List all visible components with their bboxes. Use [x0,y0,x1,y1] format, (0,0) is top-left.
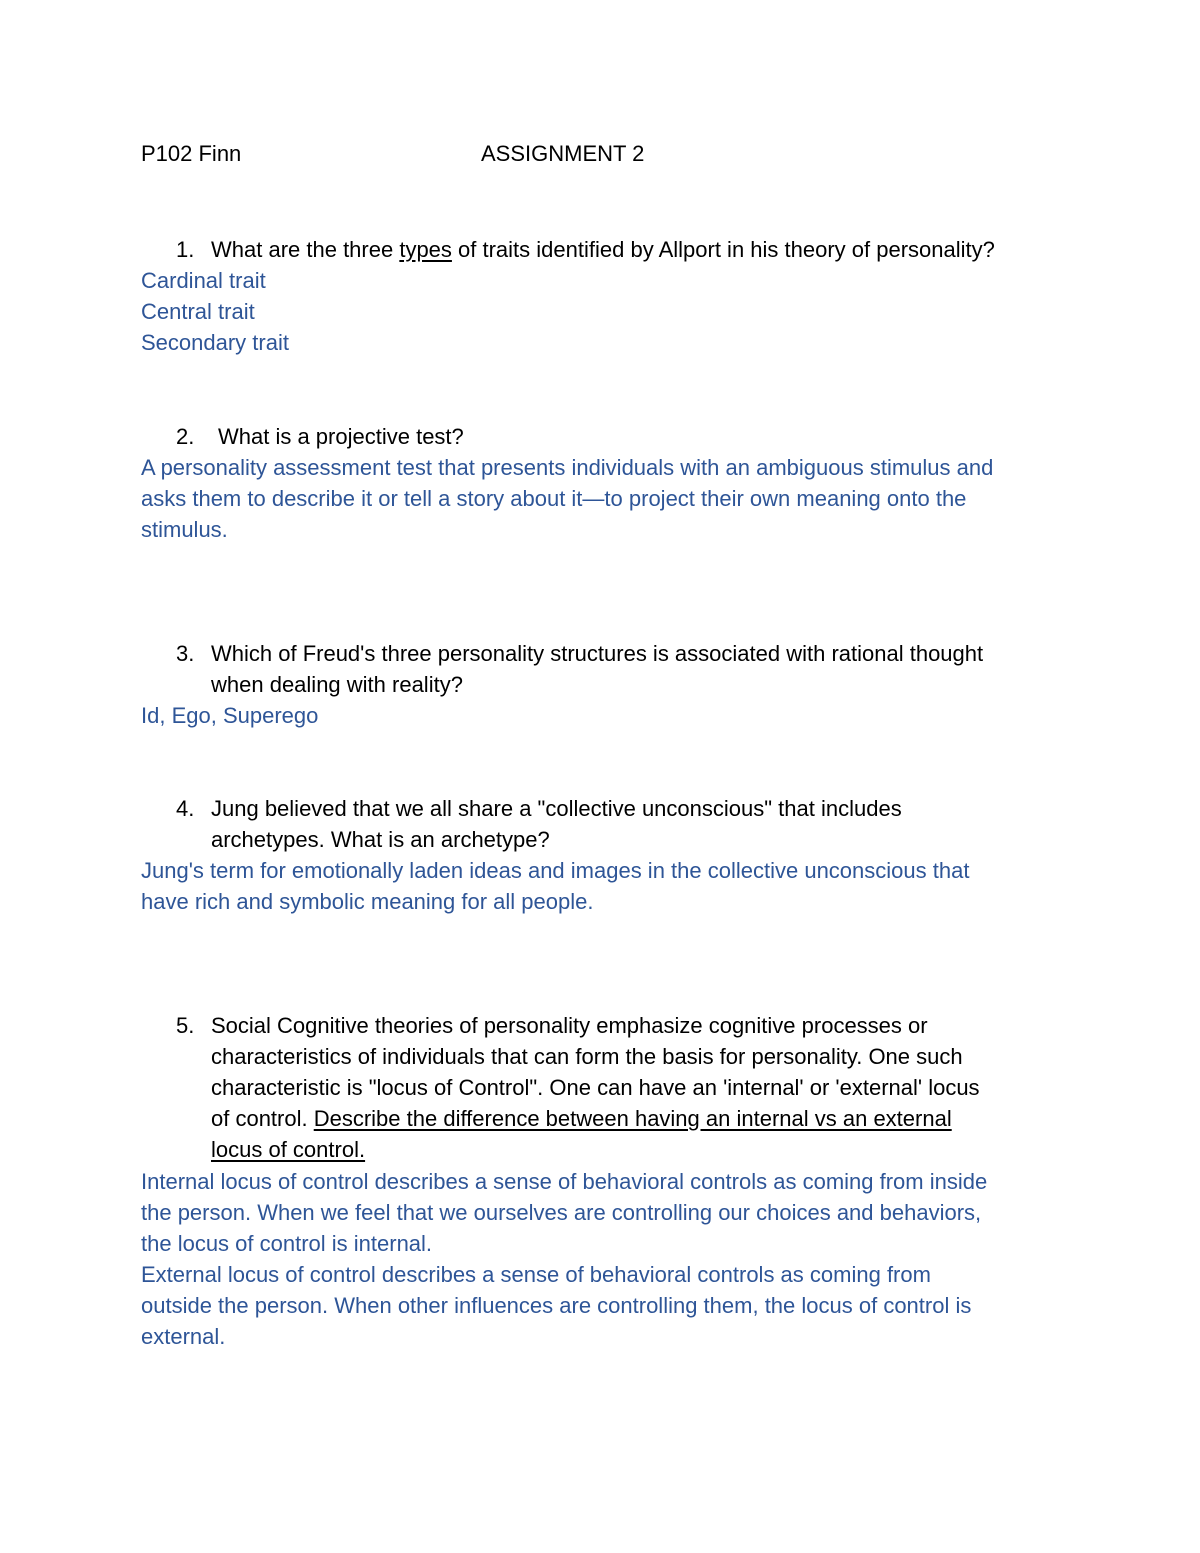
answer-line: Id, Ego, Superego [141,703,319,728]
underlined-instruction: Describe the difference between having an internal vs an external [313,1106,952,1131]
question-text: archetypes. What is an archetype? [211,827,550,852]
answer-line: Central trait [141,299,255,324]
course-label: P102 Finn [141,141,242,166]
question-text: characteristics of individuals that can form the basis for personality. One such [211,1044,963,1069]
question-number: 1. [176,237,195,262]
answer-line: Cardinal trait [141,268,266,293]
answer-line: Jung's term for emotionally laden ideas and images in the collective unconscious that [141,858,970,883]
answer-line: A personality assessment test that presents individuals with an ambiguous stimulus and [141,455,994,480]
answer-line: outside the person. When other influences are controlling them, the locus of control is [141,1293,972,1318]
question-number: 3. [176,641,195,666]
answer-line: the person. When we feel that we ourselves are controlling our choices and behaviors, [141,1200,982,1225]
answer-line: external. [141,1324,226,1349]
answer-line: External locus of control describes a sense of behavioral controls as coming from [141,1262,931,1287]
question-text: Social Cognitive theories of personality emphasize cognitive processes or [211,1013,928,1038]
answer-line: Internal locus of control describes a sense of behavioral controls as coming from inside [141,1169,988,1194]
question-text: Jung believed that we all share a "collective unconscious" that includes [211,796,902,821]
assignment-title: ASSIGNMENT 2 [481,141,645,166]
answer-line: Secondary trait [141,330,289,355]
answer-line: asks them to describe it or tell a story about it—to project their own meaning onto the [141,486,967,511]
question-number: 4. [176,796,195,821]
question-number: 5. [176,1013,195,1038]
question-text: characteristic is "locus of Control". One can have an 'internal' or 'external' locus [211,1075,980,1100]
question-text: Which of Freud's three personality structures is associated with rational thought [211,641,984,666]
question-number: 2. [176,424,195,449]
question-text: What are the three types of traits identified by Allport in his theory of personality? [211,237,995,262]
underlined-instruction: locus of control. [211,1137,366,1162]
underlined-word: types [399,237,452,262]
question-text: What is a projective test? [218,424,464,449]
answer-line: the locus of control is internal. [141,1231,433,1256]
answer-line: have rich and symbolic meaning for all people. [141,889,594,914]
question-text [211,1134,365,1165]
question-text: when dealing with reality? [211,672,463,697]
answer-line: stimulus. [141,517,228,542]
question-text: of control. Describe the difference between having an internal vs an external [211,1106,952,1131]
